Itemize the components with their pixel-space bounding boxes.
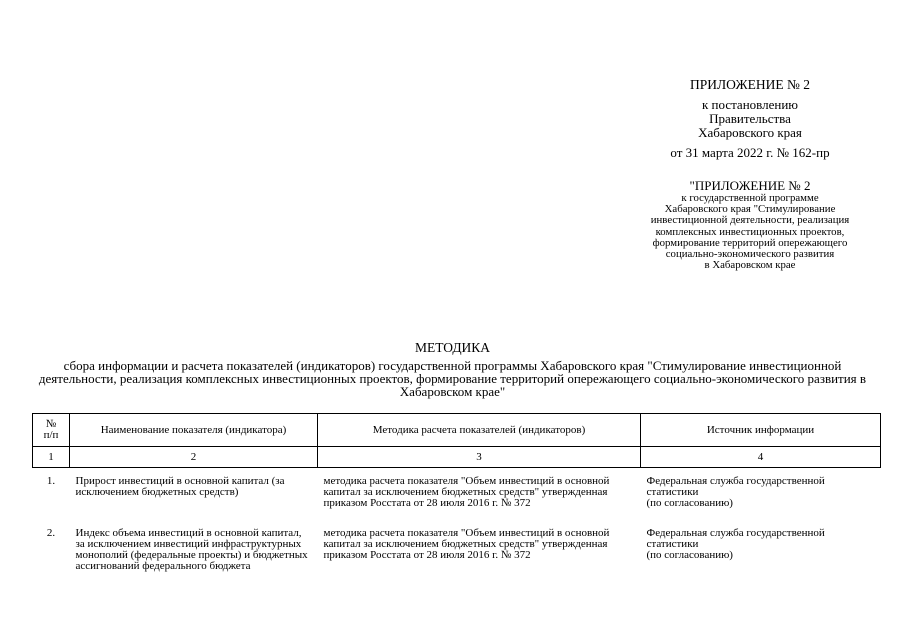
table-row — [33, 522, 881, 572]
annex-program-line: социально-экономического развития — [665, 248, 835, 261]
annex-program-line: комплексных инвестиционных проектов, — [655, 225, 845, 238]
table-row — [33, 468, 881, 523]
annex-resolution-line: к постановлению — [701, 97, 799, 112]
header-num-line2: п/п — [43, 429, 59, 441]
column-number: 4 — [641, 447, 881, 468]
header-information-source: Источник информации — [641, 414, 881, 447]
header-calculation-method: Методика расчета показателей (индикаторов) — [318, 414, 641, 447]
row-number: 1. — [46, 475, 56, 487]
column-number: 1 — [33, 447, 70, 468]
annex-program-line: инвестиционной деятельности, реализация — [650, 214, 850, 227]
document-subtitle: сбора информации и расчета показателей (индикаторов) государственной программы Хабаровского края "Стимулирование инвестиционной деятельности, реализация комплексных инвестиционных проектов, формирование территорий опережающего социально-экономического развития в Хабаровском крае" — [38, 358, 867, 399]
column-number-row — [33, 447, 881, 468]
source-note: (по согласованию) — [646, 497, 733, 509]
column-number: 3 — [318, 447, 641, 468]
row-number: 2. — [46, 527, 56, 539]
annex-program-line: к государственной программе — [681, 192, 819, 204]
information-source — [641, 468, 881, 523]
calculation-method: методика расчета показателя "Объем инвестиций в основной капитал за исключением бюджетных средств" утвержденная приказом Росстата от 28 июля 2016 г. № 372 — [323, 475, 610, 509]
column-number: 2 — [70, 447, 318, 468]
header-num-line1: № — [45, 418, 57, 430]
indicators-table — [32, 413, 881, 572]
annex-resolution-block — [645, 78, 855, 160]
indicator-name: Индекс объема инвестиций в основной капитал, за исключением инвестиций инфраструктурных монополий (федеральные проекты) и бюджетных ассигнований федерального бюджета — [75, 527, 308, 572]
annex-program-line: формирование территорий опережающего — [652, 236, 848, 249]
information-source — [641, 522, 881, 572]
annex-resolution-line: Хабаровского края — [698, 125, 802, 140]
indicator-name: Прирост инвестиций в основной капитал (за исключением бюджетных средств) — [75, 475, 285, 498]
annex-program-heading: "ПРИЛОЖЕНИЕ № 2 — [689, 178, 811, 193]
annex-program-block — [630, 178, 870, 271]
annex-resolution-heading: ПРИЛОЖЕНИЕ № 2 — [689, 77, 811, 92]
annex-resolution-line: Правительства — [709, 111, 791, 126]
document-title: МЕТОДИКА — [414, 340, 491, 355]
calculation-method: методика расчета показателя "Объем инвестиций в основной капитал за исключением бюджетных средств" утвержденная приказом Росстата от 28 июля 2016 г. № 372 — [323, 527, 610, 561]
document-title-block — [20, 340, 885, 398]
annex-program-line: в Хабаровском крае — [704, 259, 796, 272]
annex-resolution-date: от 31 марта 2022 г. № 162-пр — [670, 145, 830, 160]
source-note: (по согласованию) — [646, 549, 733, 561]
table-header-row — [33, 414, 881, 447]
source-agency: Федеральная служба государственной статистики — [646, 527, 825, 550]
header-num — [33, 414, 70, 447]
header-indicator-name: Наименование показателя (индикатора) — [70, 414, 318, 447]
annex-program-line: Хабаровского края "Стимулирование — [664, 203, 836, 216]
source-agency: Федеральная служба государственной статистики — [646, 475, 825, 498]
